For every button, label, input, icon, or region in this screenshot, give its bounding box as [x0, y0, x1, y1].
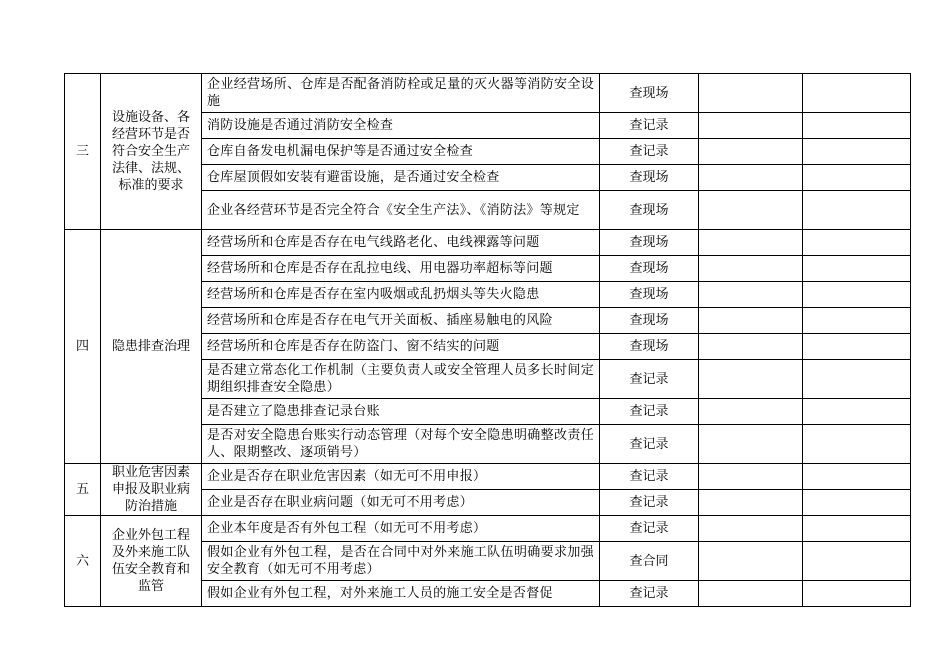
check-item: 经营场所和仓库是否存在乱拉电线、用电器功率超标等问题	[202, 256, 600, 282]
check-method: 查现场	[600, 74, 699, 113]
check-item: 企业是否存在职业病问题（如无可不用考虑）	[202, 490, 600, 516]
remark-cell[interactable]	[803, 425, 911, 464]
check-method: 查记录	[600, 581, 699, 607]
remark-cell[interactable]	[803, 542, 911, 581]
check-method: 查记录	[600, 399, 699, 425]
check-item: 经营场所和仓库是否存在电气开关面板、插座易触电的风险	[202, 308, 600, 334]
check-item: 经营场所和仓库是否存在室内吸烟或乱扔烟头等失火隐患	[202, 282, 600, 308]
check-method: 查现场	[600, 230, 699, 256]
remark-cell[interactable]	[803, 581, 911, 607]
result-cell[interactable]	[699, 490, 803, 516]
section-number: 五	[65, 464, 101, 516]
result-cell[interactable]	[699, 230, 803, 256]
check-item: 仓库屋顶假如安装有避雷设施，是否通过安全检查	[202, 165, 600, 191]
table-row	[65, 230, 911, 256]
check-item: 假如企业有外包工程，对外来施工人员的施工安全是否督促	[202, 581, 600, 607]
check-item: 是否建立了隐患排查记录台账	[202, 399, 600, 425]
check-item: 是否建立常态化工作机制（主要负责人或安全管理人员多长时间定期组织排查安全隐患）	[202, 360, 600, 399]
check-item: 消防设施是否通过消防安全检查	[202, 113, 600, 139]
result-cell[interactable]	[699, 191, 803, 230]
result-cell[interactable]	[699, 74, 803, 113]
remark-cell[interactable]	[803, 230, 911, 256]
result-cell[interactable]	[699, 308, 803, 334]
section-category: 设施设备、各经营环节是否符合安全生产法律、法规、标准的要求	[101, 74, 202, 230]
result-cell[interactable]	[699, 542, 803, 581]
remark-cell[interactable]	[803, 282, 911, 308]
check-method: 查记录	[600, 425, 699, 464]
result-cell[interactable]	[699, 581, 803, 607]
remark-cell[interactable]	[803, 464, 911, 490]
section-number: 四	[65, 230, 101, 464]
check-item: 企业本年度是否有外包工程（如无可不用考虑）	[202, 516, 600, 542]
table-row	[65, 516, 911, 542]
section-number: 三	[65, 74, 101, 230]
check-item: 仓库自备发电机漏电保护等是否通过安全检查	[202, 139, 600, 165]
check-item: 假如企业有外包工程，是否在合同中对外来施工队伍明确要求加强安全教育（如无可不用考虑）	[202, 542, 600, 581]
safety-checklist-table	[64, 73, 911, 607]
result-cell[interactable]	[699, 113, 803, 139]
remark-cell[interactable]	[803, 165, 911, 191]
remark-cell[interactable]	[803, 399, 911, 425]
check-item: 企业经营场所、仓库是否配备消防栓或足量的灭火器等消防安全设施	[202, 74, 600, 113]
check-method: 查现场	[600, 334, 699, 360]
check-item: 企业各经营环节是否完全符合《安全生产法》、《消防法》等规定	[202, 191, 600, 230]
check-method: 查现场	[600, 191, 699, 230]
result-cell[interactable]	[699, 282, 803, 308]
result-cell[interactable]	[699, 360, 803, 399]
remark-cell[interactable]	[803, 139, 911, 165]
result-cell[interactable]	[699, 464, 803, 490]
remark-cell[interactable]	[803, 360, 911, 399]
check-item: 经营场所和仓库是否存在电气线路老化、电线裸露等问题	[202, 230, 600, 256]
result-cell[interactable]	[699, 165, 803, 191]
table-row	[65, 464, 911, 490]
check-method: 查记录	[600, 113, 699, 139]
check-item: 是否对安全隐患台账实行动态管理（对每个安全隐患明确整改责任人、限期整改、逐项销号）	[202, 425, 600, 464]
remark-cell[interactable]	[803, 256, 911, 282]
section-category: 职业危害因素申报及职业病防治措施	[101, 464, 202, 516]
check-method: 查记录	[600, 490, 699, 516]
checklist-body	[65, 74, 911, 607]
result-cell[interactable]	[699, 334, 803, 360]
result-cell[interactable]	[699, 516, 803, 542]
check-method: 查现场	[600, 256, 699, 282]
remark-cell[interactable]	[803, 191, 911, 230]
check-method: 查现场	[600, 282, 699, 308]
check-method: 查记录	[600, 516, 699, 542]
remark-cell[interactable]	[803, 74, 911, 113]
section-number: 六	[65, 516, 101, 607]
section-category: 企业外包工程及外来施工队伍安全教育和监管	[101, 516, 202, 607]
result-cell[interactable]	[699, 256, 803, 282]
check-method: 查合同	[600, 542, 699, 581]
result-cell[interactable]	[699, 425, 803, 464]
check-method: 查记录	[600, 464, 699, 490]
remark-cell[interactable]	[803, 113, 911, 139]
check-item: 企业是否存在职业危害因素（如无可不用申报）	[202, 464, 600, 490]
check-method: 查记录	[600, 360, 699, 399]
remark-cell[interactable]	[803, 516, 911, 542]
remark-cell[interactable]	[803, 308, 911, 334]
result-cell[interactable]	[699, 399, 803, 425]
check-method: 查现场	[600, 165, 699, 191]
section-category: 隐患排查治理	[101, 230, 202, 464]
check-method: 查记录	[600, 139, 699, 165]
table-row	[65, 74, 911, 113]
remark-cell[interactable]	[803, 334, 911, 360]
remark-cell[interactable]	[803, 490, 911, 516]
result-cell[interactable]	[699, 139, 803, 165]
check-method: 查现场	[600, 308, 699, 334]
check-item: 经营场所和仓库是否存在防盗门、窗不结实的问题	[202, 334, 600, 360]
